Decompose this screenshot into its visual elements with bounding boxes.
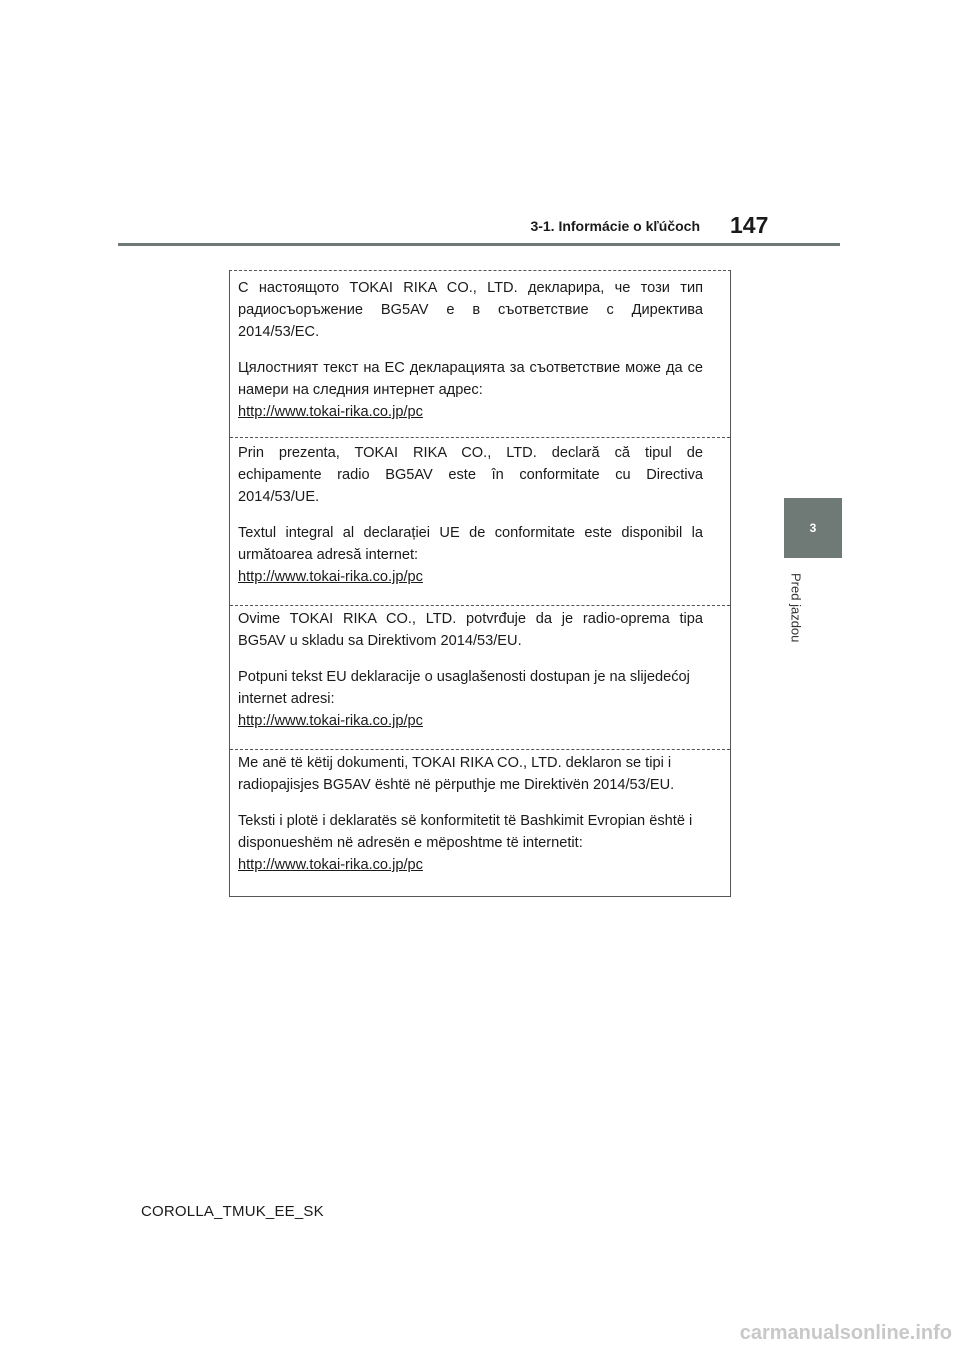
- declaration-line: Ovime TOKAI RIKA CO., LTD. potvrđuje da je radio-oprema tipa: [238, 611, 703, 627]
- declaration-block-romanian: [230, 437, 730, 603]
- declaration-line: С настоящото TOKAI RIKA CO., LTD. декларира, че този тип: [238, 280, 703, 296]
- declaration-line: 2014/53/UE.: [238, 489, 320, 505]
- declaration-line: 2014/53/ЕС.: [238, 324, 320, 340]
- declaration-availability-text: Teksti i plotë i deklaratës së konformitetit të Bashkimit Evropian është i disponueshëm në adresën e mëposhtme të internetit:: [238, 813, 693, 851]
- declaration-line: Prin prezenta, TOKAI RIKA CO., LTD. declară că tipul de: [238, 445, 703, 461]
- declaration-line: Me anë të këtij dokumenti, TOKAI RIKA CO., LTD. deklaron se tipi i radiopajisjes BG5AV është në përputhje me Direktivën 2014/53/EU.: [238, 755, 675, 793]
- declaration-availability-text: Textul integral al declarației UE de conformitate este disponibil la următoarea adresă internet:: [238, 525, 703, 563]
- declaration-url-link[interactable]: http://www.tokai-rika.co.jp/pc: [238, 713, 423, 729]
- declaration-line: BG5AV u skladu sa Direktivom 2014/53/EU.: [238, 633, 522, 649]
- declaration-availability-text: Цялостният текст на ЕС декларацията за съответствие може да се намери на следния интернет адрес:: [238, 360, 703, 398]
- document-code: COROLLA_TMUK_EE_SK: [141, 1203, 324, 1220]
- page-number: 147: [730, 212, 769, 238]
- chapter-title: [784, 560, 808, 656]
- declaration-block-croatian: [230, 605, 730, 749]
- declaration-block-albanian: [230, 749, 730, 895]
- declaration-line: радиосъоръжение BG5AV е в съответствие с Директива: [238, 302, 703, 318]
- declaration-url-link[interactable]: http://www.tokai-rika.co.jp/pc: [238, 569, 423, 585]
- declaration-line: echipamente radio BG5AV este în conformitate cu Directiva: [238, 467, 703, 483]
- declaration-url-link[interactable]: http://www.tokai-rika.co.jp/pc: [238, 404, 423, 420]
- section-title: 3-1. Informácie o kľúčoch: [530, 218, 700, 234]
- declaration-block-bulgarian: [230, 277, 730, 437]
- declaration-url-link[interactable]: http://www.tokai-rika.co.jp/pc: [238, 857, 423, 873]
- site-watermark: carmanualsonline.info: [739, 1322, 952, 1344]
- declaration-table: [229, 270, 731, 897]
- chapter-title-text: Pred jazdou: [788, 573, 804, 643]
- declaration-availability-text: Potpuni tekst EU deklaracije o usaglašenosti dostupan je na slijedećoj internet adresi:: [238, 669, 690, 707]
- header-divider: [118, 243, 840, 246]
- chapter-tab: 3: [784, 498, 842, 558]
